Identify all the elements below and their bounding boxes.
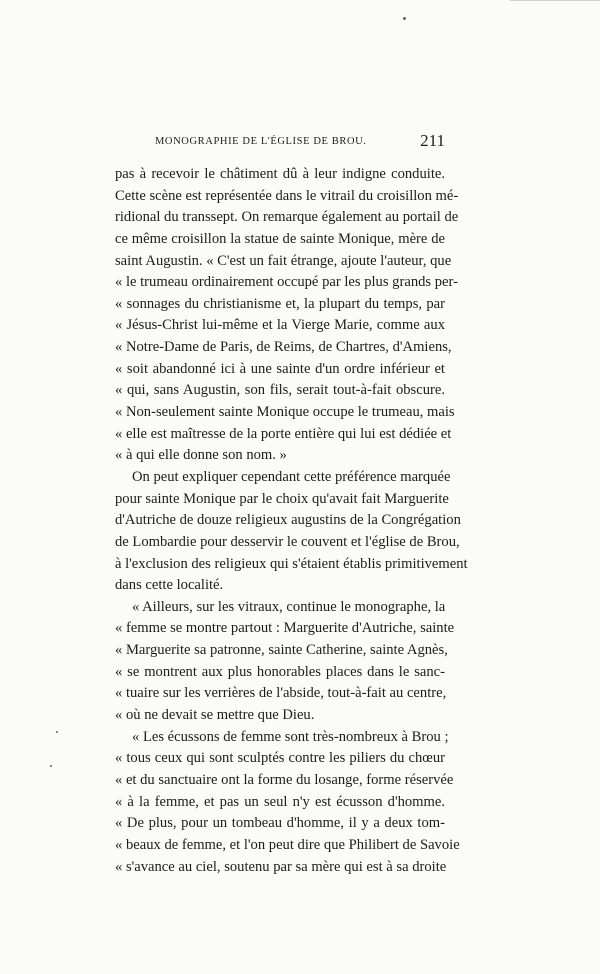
scan-edge-mark [510, 0, 600, 1]
text-line: « se montrent aux plus honorables places dans le sanc- [115, 663, 445, 680]
text-line: d'Autriche de douze religieux augustins de la Congrégation [115, 512, 461, 529]
text-line: « De plus, pour un tombeau d'homme, il y a deux tom- [115, 815, 445, 832]
text-line: Cette scène est représentée dans le vitrail du croisillon mé- [115, 187, 459, 204]
text-line: à l'exclusion des religieux qui s'étaient établis primitivement [115, 555, 468, 572]
text-line: dans cette localité. [115, 577, 224, 594]
text-line: « soit abandonné ici à une sainte d'un ordre inférieur et [115, 360, 445, 377]
text-line: « Jésus-Christ lui-même et la Vierge Marie, comme aux [115, 317, 445, 334]
text-line: « elle est maîtresse de la porte entière qui lui est dédiée et [115, 425, 452, 442]
text-line: « Ailleurs, sur les vitraux, continue le monographe, la [132, 598, 446, 615]
text-line: « femme se montre partout : Marguerite d'Autriche, sainte [115, 620, 455, 637]
text-line: ridional du transsept. On remarque également au portail de [115, 209, 459, 226]
text-line: « beaux de femme, et l'on peut dire que Philibert de Savoie [115, 836, 460, 853]
text-line: « Marguerite sa patronne, sainte Catherine, sainte Agnès, [115, 642, 448, 659]
scan-speck [56, 731, 58, 733]
running-title: MONOGRAPHIE DE L'ÉGLISE DE BROU. [155, 136, 367, 147]
text-line: On peut expliquer cependant cette préférence marquée [132, 468, 451, 485]
text-line: « à qui elle donne son nom. » [115, 447, 287, 464]
text-line: « tuaire sur les verrières de l'abside, tout-à-fait au centre, [115, 685, 447, 702]
text-line: « le trumeau ordinairement occupé par les plus grands per- [115, 274, 458, 291]
scan-speck [50, 765, 52, 767]
text-line: saint Augustin. « C'est un fait étrange, ajoute l'auteur, que [115, 252, 452, 269]
text-line: pas à recevoir le châtiment dû à leur indigne conduite. [115, 166, 445, 182]
text-line: ce même croisillon la statue de sainte Monique, mère de [115, 230, 445, 247]
text-line: « à la femme, et pas un seul n'y est écusson d'homme. [115, 793, 445, 810]
body-text [115, 164, 468, 878]
text-line: « Non-seulement sainte Monique occupe le trumeau, mais [115, 404, 455, 421]
running-header [115, 131, 445, 153]
text-line: « Notre-Dame de Paris, de Reims, de Chartres, d'Amiens, [115, 339, 452, 356]
scan-speck [403, 17, 406, 20]
page-number: 211 [420, 131, 445, 150]
text-line: « et du sanctuaire ont la forme du losange, forme réservée [115, 771, 454, 788]
text-line: « où ne devait se mettre que Dieu. [115, 707, 315, 724]
text-line: pour sainte Monique par le choix qu'avait fait Marguerite [115, 490, 449, 507]
text-line: « Les écussons de femme sont très-nombreux à Brou ; [132, 728, 449, 745]
text-line: « tous ceux qui sont sculptés contre les piliers du chœur [115, 750, 445, 767]
text-line: « qui, sans Augustin, son fils, serait tout-à-fait obscure. [115, 382, 445, 399]
text-line: « s'avance au ciel, soutenu par sa mère qui est à sa droite [115, 858, 447, 875]
text-line: de Lombardie pour desservir le couvent et l'église de Brou, [115, 533, 460, 550]
text-line: « sonnages du christianisme et, la plupart du temps, par [115, 295, 445, 312]
